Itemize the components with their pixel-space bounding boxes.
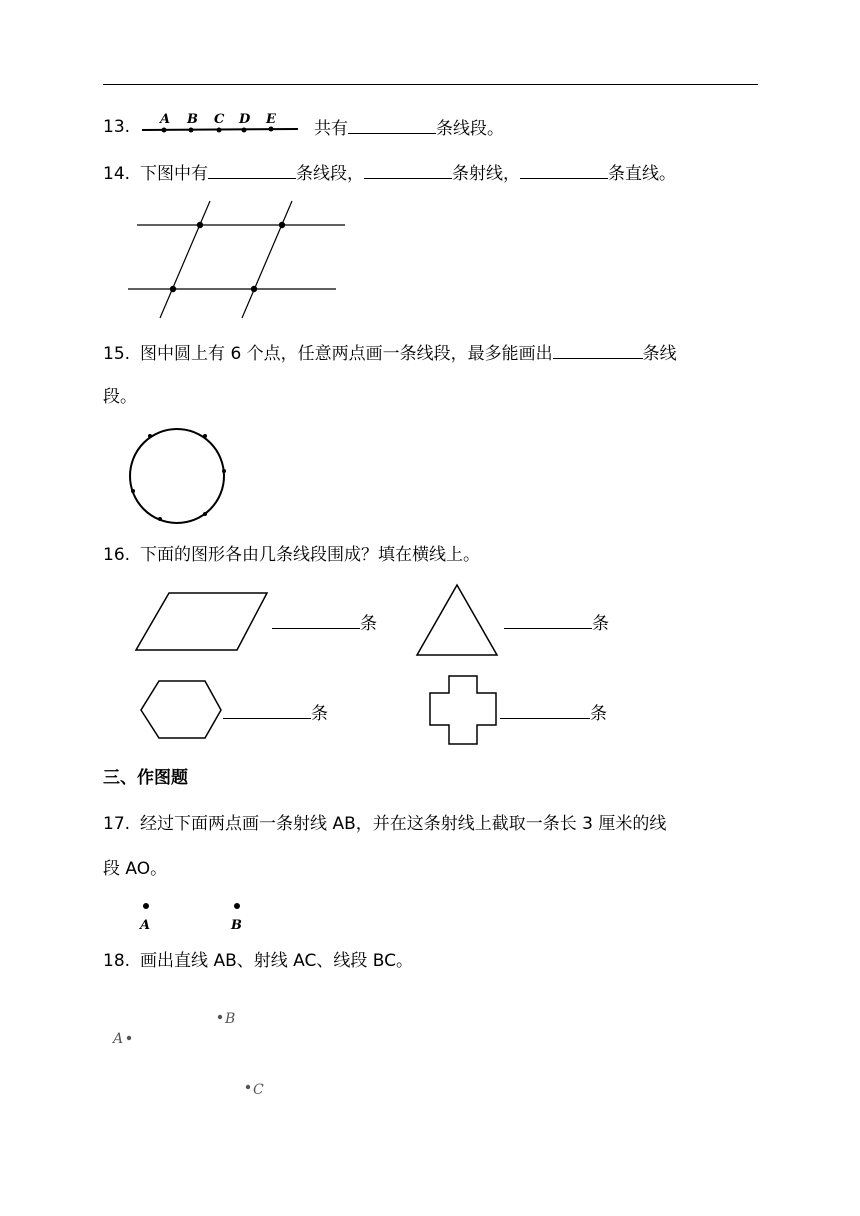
point-label: D: [239, 112, 251, 127]
answer-blank[interactable]: [208, 161, 296, 179]
question-17-line2: 段 AO。: [103, 859, 168, 879]
point-label: A: [160, 112, 171, 127]
q13-segment-figure: [140, 110, 302, 138]
question-number: 14.: [103, 164, 131, 184]
answer-blank[interactable]: [504, 611, 592, 629]
question-18: 18. 画出直线 AB、射线 AC、线段 BC。: [103, 951, 413, 971]
hexagon-answer: 条: [223, 701, 328, 725]
answer-blank[interactable]: [348, 116, 436, 134]
question-13: [103, 116, 130, 138]
question-number: 17.: [103, 814, 131, 834]
point-label: C: [253, 1082, 264, 1098]
question-number: 18.: [103, 951, 131, 971]
q17-points-figure: [130, 898, 260, 938]
answer-blank[interactable]: [223, 701, 311, 719]
q18-points-figure: [105, 1005, 275, 1105]
point-label: B: [225, 1011, 236, 1027]
question-15: 15. 图中圆上有 6 个点，任意两点画一条线段，最多能画出 条线: [103, 341, 677, 365]
cross-shape: [426, 673, 502, 749]
answer-blank[interactable]: [500, 701, 590, 719]
point-label: E: [266, 112, 276, 127]
q14-lines-figure: [125, 198, 350, 323]
cross-answer: 条: [500, 701, 607, 725]
question-13-text: 共有 条线段。: [314, 116, 504, 140]
point-label: B: [187, 112, 198, 127]
point-label: A: [113, 1031, 124, 1047]
triangle-shape: [413, 582, 503, 660]
triangle-answer: 条: [504, 611, 609, 635]
q15-circle-figure: [125, 426, 230, 526]
point-label: C: [214, 112, 225, 127]
hexagon-shape: [137, 678, 227, 742]
question-16: 16. 下面的图形各由几条线段围成？填在横线上。: [103, 545, 481, 565]
parallelogram-answer: 条: [272, 611, 377, 635]
question-number: 16.: [103, 545, 131, 565]
answer-blank[interactable]: [272, 611, 360, 629]
question-14: 14. 下图中有 条线段， 条射线， 条直线。: [103, 161, 676, 185]
parallelogram-shape: [133, 590, 273, 654]
question-15-line2: 段。: [103, 387, 137, 407]
question-number: 13.: [103, 117, 131, 137]
answer-blank[interactable]: [364, 161, 452, 179]
answer-blank[interactable]: [520, 161, 608, 179]
question-17: 17. 经过下面两点画一条射线 AB，并在这条射线上截取一条长 3 厘米的线: [103, 814, 667, 834]
point-label: B: [231, 918, 242, 933]
question-number: 15.: [103, 344, 131, 364]
point-label: A: [140, 918, 151, 933]
section-heading: 三、作图题: [103, 768, 188, 788]
header-rule: [103, 84, 758, 85]
answer-blank[interactable]: [553, 341, 643, 359]
